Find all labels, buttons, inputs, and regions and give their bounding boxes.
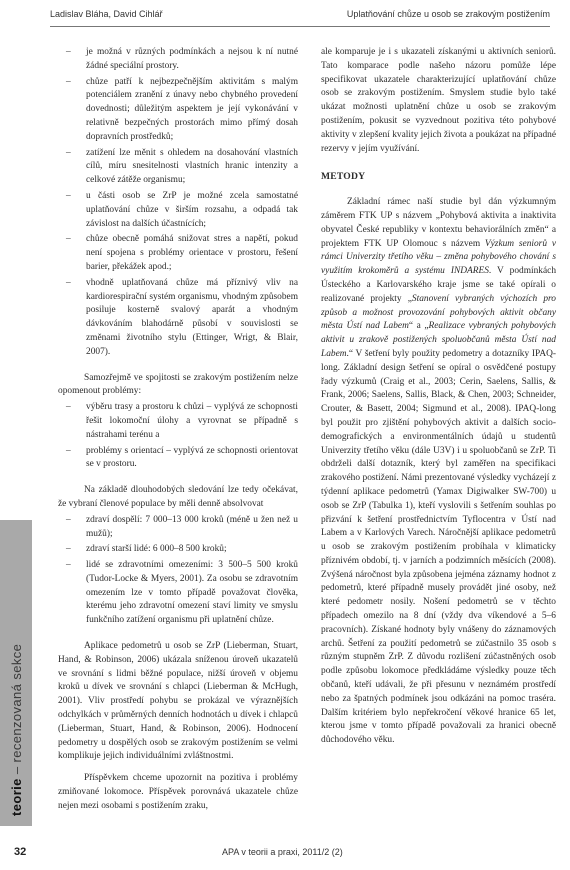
list-item: – vhodně uplatňovaná chůze má příznivý vliv na kardiorespirační systém organismu, vhodným způsobem posiluje kosterně svalový aparát a vhodným dávkováním blahodárně působí v souvislosti se změnami životního stylu (Ettinger, Wrigt, & Blair, 2007). <box>58 277 298 360</box>
text-run: Základní rámec naší studie byl dán výzkumným záměrem FTK UP s názvem „Pohybová aktivita a inaktivita obyvatel České republiky v kontextu behaviorálních změn“ a projektem FTK UP Olomouc s názvem <box>321 197 556 249</box>
page-footer <box>0 838 570 870</box>
section-label-bold: teorie <box>9 778 24 816</box>
header-title: Uplatňování chůze u osob se zrakovým postižením <box>346 9 550 19</box>
page-number: 32 <box>14 846 27 858</box>
bullet-list-advantages <box>58 46 298 360</box>
italic-project-title: Výzkum seniorů v rámci Univerzity třetího věku – změna pohybového chování s využitím krokoměrů a systému INDARES <box>321 238 556 277</box>
bullet-list-steps <box>58 514 298 628</box>
italic-project-title: Stanovení vybraných výchozích pro způsob a možnost provozování pohybových aktivit občany města Ústí nad Labem <box>321 293 556 332</box>
paragraph: Na základě dlouhodobých sledování lze tedy očekávat, že vybraní členové populace by měli denně absolvovat <box>58 485 298 509</box>
text-run: .“ V šetření byly použity pedometry a dotazníky IPAQ-long. Základní design šetření se opíral o osvědčené postupy řady výzkumů (Craig et al., 2003; Cerin, Saelens, Sallis, & Frank, 2006; Saelens, Sallis, Black, & Chen, 2003; Schneider, Crouter, & Basett, 2004; Sigmund et al., 2008). IPAQ-long byl použit pro zjištění pohybových aktivit a dalších socio-demografických a environmentálních údajů u studentů Univerzity třetího věku (dále U3V) i u spoluobčanů se ZrP. Ti obdrželi další dotazník, který byl zaměřen na specifikaci zrakového postižení. Námi prezentované výsledky vycházejí z týdenní aplikace pedometrů (Yamax Digiwalker SW-700) u osob se ZrP (Tabulka 1), kteří vyslovili s šetřením souhlas po přizvání k šetření prostřednictvím Tyflocentra v Ústí nad Labem a v Karlových Varech. Náročnější aplikace pedometrů u osob se zrakovým postižením probíhala v klimaticky příznivém období, tj. v jarních a podzimních měsících (2008). Zvýšená náročnost byla způsobena jejména záznamy hodnot z pedometrů, které případně musely provádět jiné osoby, než které pedometr nosily. Nošení pedometrů se v těchto případech omezilo na 8 dní (vždy dva víkendové a 5–6 pracovních). Získané hodnoty byly vnášeny do záznamových archů. Šetření za použití pedometrů se zúčastnilo 35 osob s různým stupněm ZrP. Z důvodu rozlišení zúčastněných osob podle způsobu lokomoce předkládáme výsledky pouze těch občanů, kteří udávali, že při přesunu v neznámém prostředí nebo za špatných podmínek jsou odkázáni na pomoc traséra. Dalším kritériem bylo nepřekročení věkové hranice 65 let, kterou jsme v tomto případě považovali za hranici obecně důchodového věku. <box>321 348 556 746</box>
right-column <box>321 46 556 756</box>
list-item: – zatížení lze měnit s ohledem na dosahování vlastních cílů, míru snesitelnosti vlastních hranic intenzity a celkové zátěže organismu; <box>58 147 298 188</box>
header-authors: Ladislav Bláha, David Cihlář <box>50 9 163 19</box>
journal-citation: APA v teorii a praxi, 2011/2 (2) <box>222 847 343 857</box>
paragraph-methods <box>321 196 556 748</box>
italic-project-title: Realizace vybraných pohybových aktivit u zrakově postižených spoluobčanů města Ústí nad Labem <box>321 321 556 359</box>
paragraph: Příspěvkem chceme upozornit na pozitiva i problémy zmiňované lokomoce. Příspěvek porovnává ukazatele chůze nejen mezi osobami s postižením zraku, <box>58 773 298 811</box>
list-item: – zdraví dospělí: 7 000–13 000 kroků (méně u žen než u mužů); <box>58 514 298 542</box>
section-label <box>9 644 24 816</box>
list-item: – lidé se zdravotními omezeními: 3 500–5 500 kroků (Tudor-Locke & Myers, 2001). Za osobu se zdravotním omezením lze v tomto případě považovat člověka, kterému jeho zdravotní omezení staví limity ve smyslu funkčního zatížení organismu při uplatnění chůze. <box>58 559 298 628</box>
list-item: – chůze patří k nejbezpečnějším aktivitám s malým potenciálem zranění z únavy nebo chybného provedení dovednosti; důležitým aspektem je její vykonávání v relativně bezpečných prostorách mimo přímý dosah dopravních prostředků; <box>58 76 298 145</box>
paragraph: ale komparuje je i s ukazateli získanými u aktivních seniorů. Tato komparace podle našeho názoru pomůže lépe specifikovat ukazatele charakterizující uplatňování chůze osob se zrakovým postižením. Smyslem studie bylo také ukázat možnosti uplatnění chůze u osob se zrakovým postižením, pokusit se vyzvednout pozitiva této pohybové aktivity v zlepšení kvality jejich života a poukázat na případné rezervy v jejím využívání. <box>321 47 556 154</box>
paragraph: Aplikace pedometrů u osob se ZrP (Lieberman, Stuart, Hand, & Robinson, 2006) ukázala sníženou úroveň ukazatelů ve srovnání s lidmi běžné populace, nižší úroveň v objemu kroků u dívek ve srovnání s chlapci (Lieberman & McHugh, 2001). Vliv prostředí pohybu se prokázal ve výraznějších odchylkách v průměrných denních hodnotách u dívek i chlapců (Lieberman, Stuart, Hand, & Robinson, 2006). Hodnocení pedometry u dospělých osob se zrakovým postižením se velmi komplikuje jejich individuálními zvláštnostmi. <box>58 641 298 762</box>
list-item: – výběru trasy a prostoru k chůzi – vyplývá ze schopnosti řešit lokomoční úlohy a vyrovnat se případně s nástrahami terénu a <box>58 401 298 442</box>
list-item: – zdraví starší lidé: 6 000–8 500 kroků; <box>58 543 298 557</box>
header-rule <box>50 26 550 27</box>
list-item: – problémy s orientací – vyplývá ze schopnosti orientovat se v prostoru. <box>58 445 298 473</box>
list-item: – chůze obecně pomáhá snižovat stres a napětí, pokud není spojena s problémy orientace v prostoru, řešení barier, překážek apod.; <box>58 233 298 274</box>
text-run: . V podmínkách Ústeckého a Karlovarského kraje jsme se také opírali o realizované projekty „ <box>321 266 557 304</box>
left-column <box>58 46 298 822</box>
bullet-list-problems <box>58 401 298 472</box>
section-label-rest: – recenzovaná sekce <box>9 643 24 779</box>
list-item: – je možná v různých podmínkách a nejsou k ní nutné žádné speciální prostory. <box>58 46 298 74</box>
section-sidebar <box>0 520 32 826</box>
list-item: – u části osob se ZrP je možné zcela samostatné uplatňování chůze v širším rozsahu, a odpadá tak závislost na dalších účastnících; <box>58 190 298 231</box>
text-run: “ a „ <box>408 321 429 332</box>
section-heading: METODY <box>321 171 366 183</box>
paragraph: Samozřejmě ve spojitosti se zrakovým postižením nelze opomenout problémy: <box>58 372 298 397</box>
running-header <box>0 0 570 36</box>
